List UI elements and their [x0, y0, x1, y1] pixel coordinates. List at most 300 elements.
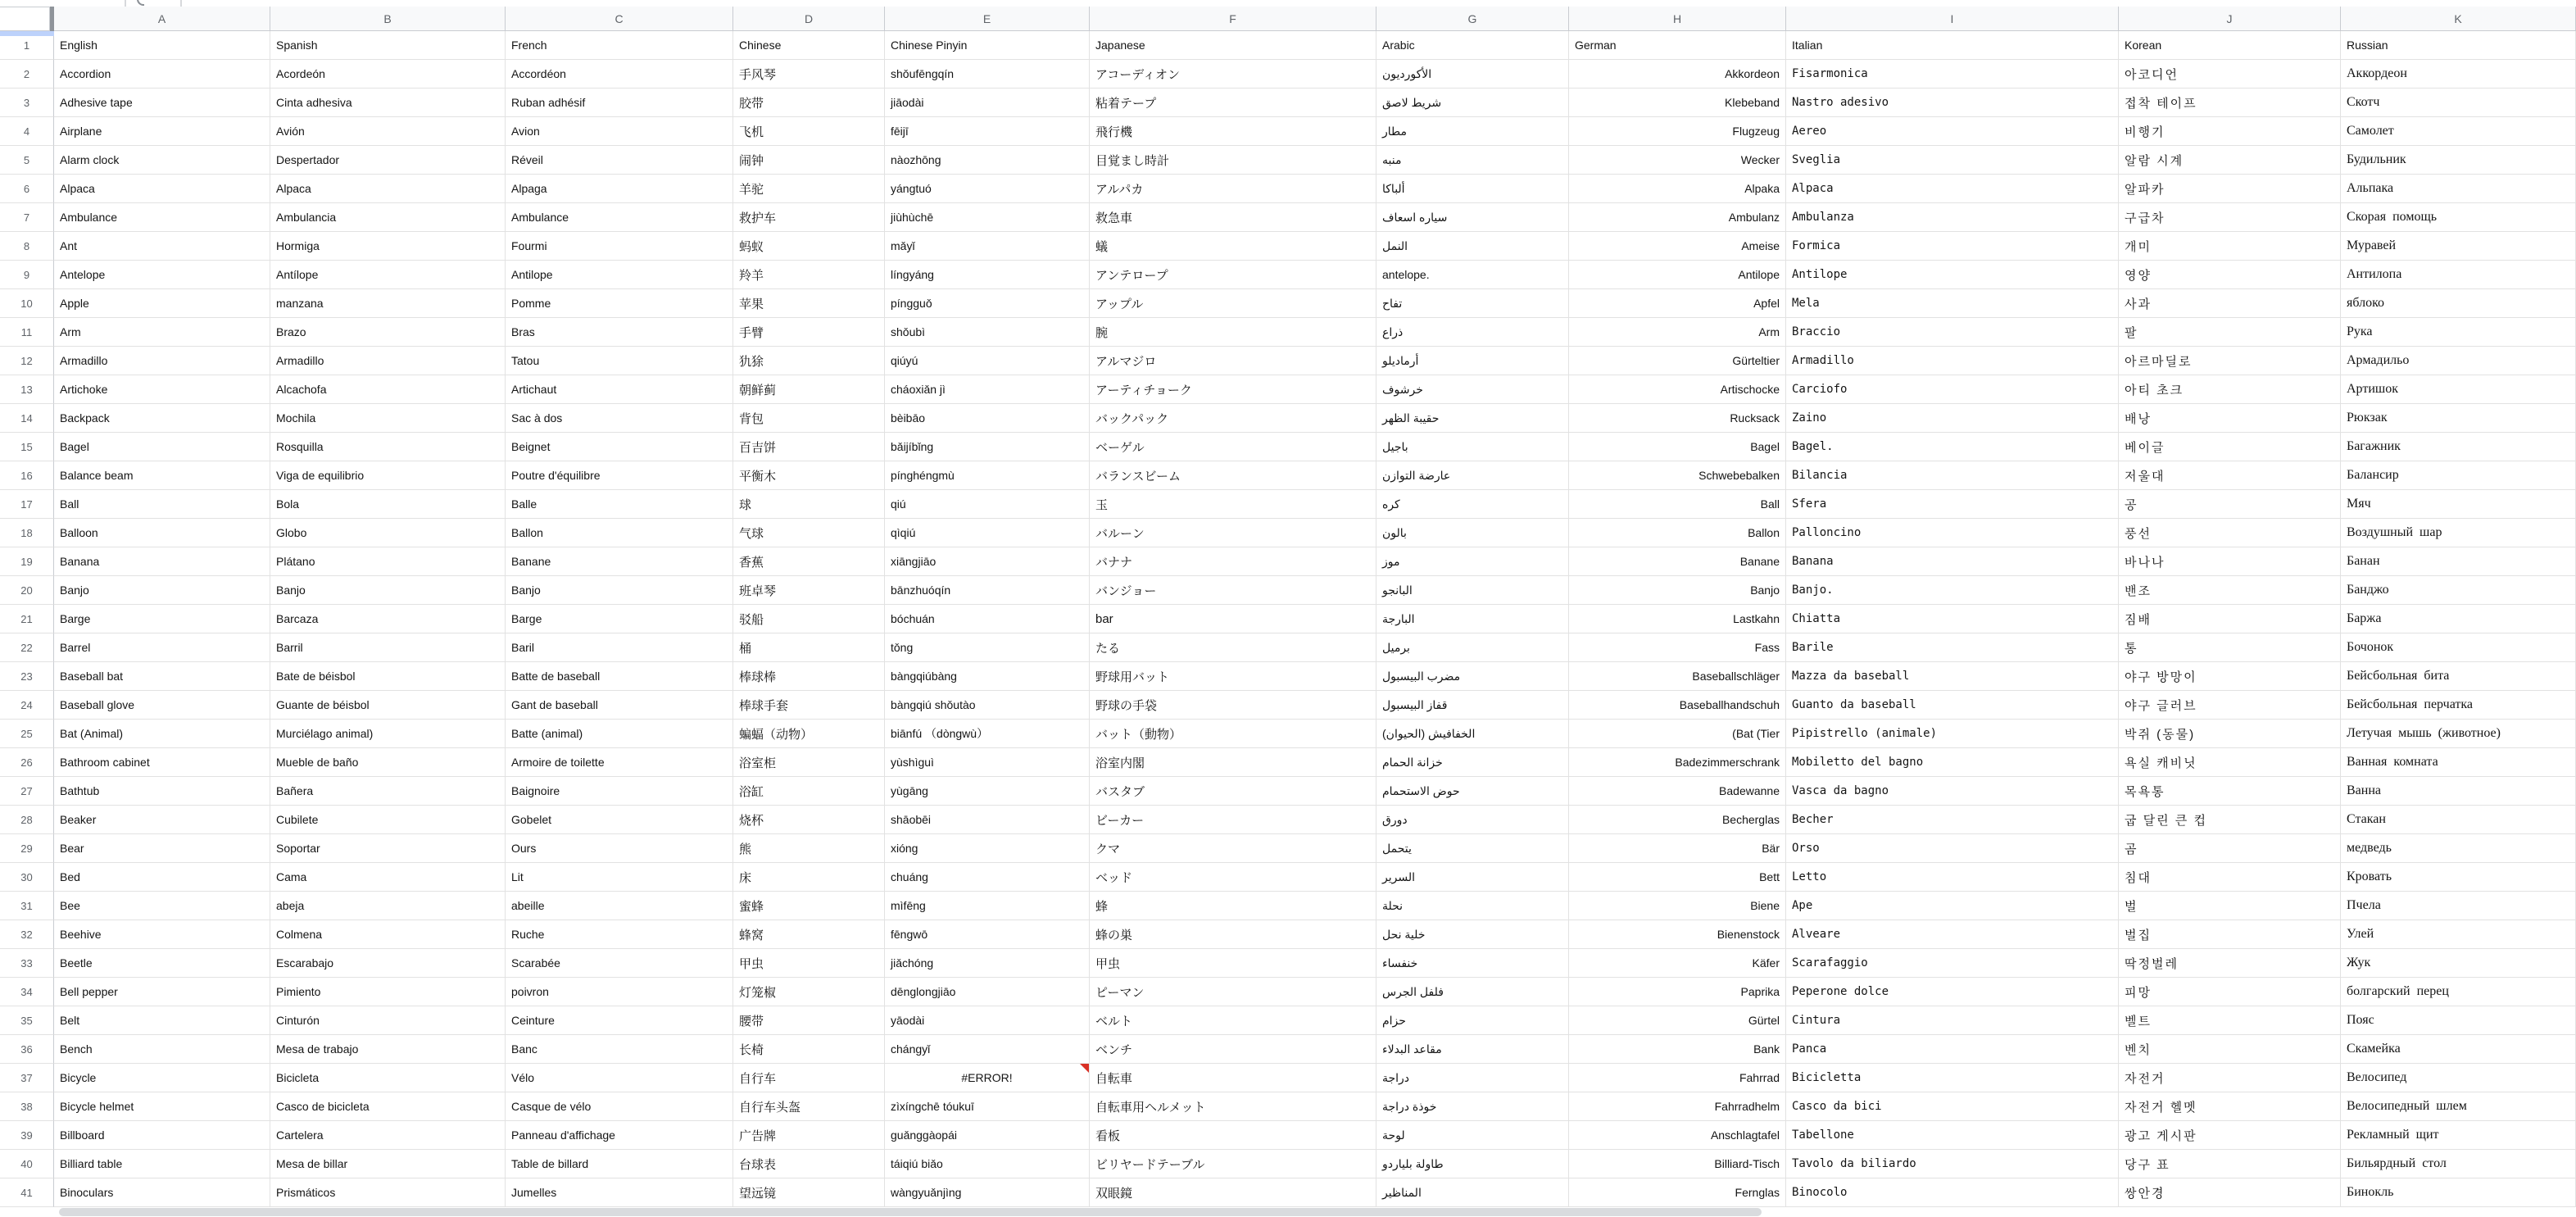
cell-A24[interactable]: [54, 691, 270, 720]
cell-J2[interactable]: [2119, 60, 2341, 89]
cell-E36[interactable]: [885, 1035, 1090, 1064]
column-header-H[interactable]: H: [1569, 7, 1786, 31]
cell-G32[interactable]: [1376, 920, 1569, 949]
row-number-7[interactable]: 7: [0, 203, 54, 232]
cell-J35[interactable]: [2119, 1006, 2341, 1035]
cell-F29[interactable]: [1090, 834, 1376, 863]
cell-K14[interactable]: [2341, 404, 2576, 433]
row-number-6[interactable]: 6: [0, 175, 54, 203]
cell-F7[interactable]: [1090, 203, 1376, 232]
cell-H23[interactable]: [1569, 662, 1786, 691]
cell-H27[interactable]: [1569, 777, 1786, 806]
cell-H17[interactable]: [1569, 490, 1786, 519]
column-header-I[interactable]: I: [1786, 7, 2119, 31]
cell-D35[interactable]: [733, 1006, 885, 1035]
cell-F24[interactable]: [1090, 691, 1376, 720]
cell-B41[interactable]: [270, 1178, 506, 1207]
cell-I28[interactable]: [1786, 806, 2119, 834]
cell-G27[interactable]: [1376, 777, 1569, 806]
cell-F22[interactable]: [1090, 633, 1376, 662]
cell-A4[interactable]: [54, 117, 270, 146]
cell-H18[interactable]: [1569, 519, 1786, 547]
cell-B5[interactable]: [270, 146, 506, 175]
cell-J16[interactable]: [2119, 461, 2341, 490]
cell-E41[interactable]: [885, 1178, 1090, 1207]
cell-J15[interactable]: [2119, 433, 2341, 461]
cell-I1[interactable]: [1786, 31, 2119, 60]
cell-C19[interactable]: [506, 547, 733, 576]
cell-F19[interactable]: [1090, 547, 1376, 576]
cell-A10[interactable]: [54, 289, 270, 318]
cell-C25[interactable]: [506, 720, 733, 748]
cell-C30[interactable]: [506, 863, 733, 892]
cell-B4[interactable]: [270, 117, 506, 146]
cell-K36[interactable]: [2341, 1035, 2576, 1064]
cell-H7[interactable]: [1569, 203, 1786, 232]
cell-C22[interactable]: [506, 633, 733, 662]
cell-F21[interactable]: [1090, 605, 1376, 633]
cell-A9[interactable]: [54, 261, 270, 289]
cell-H26[interactable]: [1569, 748, 1786, 777]
cell-A30[interactable]: [54, 863, 270, 892]
cell-A5[interactable]: [54, 146, 270, 175]
cell-K33[interactable]: [2341, 949, 2576, 978]
cell-J37[interactable]: [2119, 1064, 2341, 1092]
cell-C37[interactable]: [506, 1064, 733, 1092]
cell-G10[interactable]: [1376, 289, 1569, 318]
cell-K23[interactable]: [2341, 662, 2576, 691]
cell-F39[interactable]: [1090, 1121, 1376, 1150]
row-number-13[interactable]: 13: [0, 375, 54, 404]
cell-B40[interactable]: [270, 1150, 506, 1178]
cell-C20[interactable]: [506, 576, 733, 605]
cell-J9[interactable]: [2119, 261, 2341, 289]
cell-B11[interactable]: [270, 318, 506, 347]
cell-E12[interactable]: [885, 347, 1090, 375]
cell-K15[interactable]: [2341, 433, 2576, 461]
row-number-4[interactable]: 4: [0, 117, 54, 146]
cell-C41[interactable]: [506, 1178, 733, 1207]
cell-D30[interactable]: [733, 863, 885, 892]
cell-K11[interactable]: [2341, 318, 2576, 347]
cell-H30[interactable]: [1569, 863, 1786, 892]
cell-G17[interactable]: [1376, 490, 1569, 519]
cell-F11[interactable]: [1090, 318, 1376, 347]
cell-C33[interactable]: [506, 949, 733, 978]
cell-H6[interactable]: [1569, 175, 1786, 203]
cell-H14[interactable]: [1569, 404, 1786, 433]
cell-K17[interactable]: [2341, 490, 2576, 519]
cell-F41[interactable]: [1090, 1178, 1376, 1207]
cell-I3[interactable]: [1786, 89, 2119, 117]
cell-E10[interactable]: [885, 289, 1090, 318]
cell-K37[interactable]: [2341, 1064, 2576, 1092]
cell-J30[interactable]: [2119, 863, 2341, 892]
cell-A14[interactable]: [54, 404, 270, 433]
cell-K32[interactable]: [2341, 920, 2576, 949]
cell-D2[interactable]: [733, 60, 885, 89]
row-number-41[interactable]: 41: [0, 1178, 54, 1207]
cell-G41[interactable]: [1376, 1178, 1569, 1207]
cell-D17[interactable]: [733, 490, 885, 519]
cell-E31[interactable]: [885, 892, 1090, 920]
cell-E4[interactable]: [885, 117, 1090, 146]
cell-F35[interactable]: [1090, 1006, 1376, 1035]
cell-A22[interactable]: [54, 633, 270, 662]
cell-K29[interactable]: [2341, 834, 2576, 863]
cell-B38[interactable]: [270, 1092, 506, 1121]
cell-C36[interactable]: [506, 1035, 733, 1064]
cell-J1[interactable]: [2119, 31, 2341, 60]
cell-B34[interactable]: [270, 978, 506, 1006]
cell-E30[interactable]: [885, 863, 1090, 892]
cell-C34[interactable]: [506, 978, 733, 1006]
cell-H37[interactable]: [1569, 1064, 1786, 1092]
cell-C17[interactable]: [506, 490, 733, 519]
cell-A2[interactable]: [54, 60, 270, 89]
cell-D13[interactable]: [733, 375, 885, 404]
cell-J13[interactable]: [2119, 375, 2341, 404]
row-number-38[interactable]: 38: [0, 1092, 54, 1121]
cell-B25[interactable]: [270, 720, 506, 748]
cell-G38[interactable]: [1376, 1092, 1569, 1121]
row-number-19[interactable]: 19: [0, 547, 54, 576]
cell-A11[interactable]: [54, 318, 270, 347]
cell-J32[interactable]: [2119, 920, 2341, 949]
cell-I32[interactable]: [1786, 920, 2119, 949]
cell-H13[interactable]: [1569, 375, 1786, 404]
cell-B31[interactable]: [270, 892, 506, 920]
cell-F18[interactable]: [1090, 519, 1376, 547]
cell-J14[interactable]: [2119, 404, 2341, 433]
cell-H10[interactable]: [1569, 289, 1786, 318]
cell-A29[interactable]: [54, 834, 270, 863]
column-header-A[interactable]: A: [54, 7, 270, 31]
cell-J20[interactable]: [2119, 576, 2341, 605]
row-number-17[interactable]: 17: [0, 490, 54, 519]
row-number-1[interactable]: 1: [0, 31, 54, 60]
cell-C31[interactable]: [506, 892, 733, 920]
cell-K27[interactable]: [2341, 777, 2576, 806]
cell-C13[interactable]: [506, 375, 733, 404]
cell-E22[interactable]: [885, 633, 1090, 662]
cell-J24[interactable]: [2119, 691, 2341, 720]
cell-J19[interactable]: [2119, 547, 2341, 576]
cell-D28[interactable]: [733, 806, 885, 834]
cell-B19[interactable]: [270, 547, 506, 576]
cell-F23[interactable]: [1090, 662, 1376, 691]
cell-G36[interactable]: [1376, 1035, 1569, 1064]
cell-D15[interactable]: [733, 433, 885, 461]
cell-C5[interactable]: [506, 146, 733, 175]
cell-D16[interactable]: [733, 461, 885, 490]
cell-K5[interactable]: [2341, 146, 2576, 175]
cell-B16[interactable]: [270, 461, 506, 490]
cell-A3[interactable]: [54, 89, 270, 117]
cell-E37[interactable]: [885, 1064, 1090, 1092]
cell-E8[interactable]: [885, 232, 1090, 261]
cell-D33[interactable]: [733, 949, 885, 978]
cell-H1[interactable]: [1569, 31, 1786, 60]
row-number-24[interactable]: 24: [0, 691, 54, 720]
cell-I4[interactable]: [1786, 117, 2119, 146]
cell-J6[interactable]: [2119, 175, 2341, 203]
cell-B6[interactable]: [270, 175, 506, 203]
cell-D14[interactable]: [733, 404, 885, 433]
cell-J41[interactable]: [2119, 1178, 2341, 1207]
cell-I11[interactable]: [1786, 318, 2119, 347]
cell-G28[interactable]: [1376, 806, 1569, 834]
cell-K12[interactable]: [2341, 347, 2576, 375]
row-number-32[interactable]: 32: [0, 920, 54, 949]
cell-B1[interactable]: [270, 31, 506, 60]
cell-I6[interactable]: [1786, 175, 2119, 203]
cell-G39[interactable]: [1376, 1121, 1569, 1150]
cell-J11[interactable]: [2119, 318, 2341, 347]
cell-K38[interactable]: [2341, 1092, 2576, 1121]
cell-B36[interactable]: [270, 1035, 506, 1064]
cell-C23[interactable]: [506, 662, 733, 691]
cell-A18[interactable]: [54, 519, 270, 547]
cell-H8[interactable]: [1569, 232, 1786, 261]
cell-A13[interactable]: [54, 375, 270, 404]
cell-H4[interactable]: [1569, 117, 1786, 146]
cell-I35[interactable]: [1786, 1006, 2119, 1035]
cell-E6[interactable]: [885, 175, 1090, 203]
cell-B27[interactable]: [270, 777, 506, 806]
cell-C1[interactable]: [506, 31, 733, 60]
cell-C14[interactable]: [506, 404, 733, 433]
cell-J21[interactable]: [2119, 605, 2341, 633]
cell-G3[interactable]: [1376, 89, 1569, 117]
cell-J4[interactable]: [2119, 117, 2341, 146]
cell-F2[interactable]: [1090, 60, 1376, 89]
cell-D8[interactable]: [733, 232, 885, 261]
cell-B10[interactable]: [270, 289, 506, 318]
cell-J34[interactable]: [2119, 978, 2341, 1006]
cell-A25[interactable]: [54, 720, 270, 748]
horizontal-scrollbar[interactable]: [0, 1207, 2576, 1217]
cell-H33[interactable]: [1569, 949, 1786, 978]
cell-J39[interactable]: [2119, 1121, 2341, 1150]
row-number-37[interactable]: 37: [0, 1064, 54, 1092]
cell-D7[interactable]: [733, 203, 885, 232]
cell-E21[interactable]: [885, 605, 1090, 633]
cell-G2[interactable]: [1376, 60, 1569, 89]
cell-J10[interactable]: [2119, 289, 2341, 318]
cell-E5[interactable]: [885, 146, 1090, 175]
cell-J38[interactable]: [2119, 1092, 2341, 1121]
cell-G35[interactable]: [1376, 1006, 1569, 1035]
cell-I12[interactable]: [1786, 347, 2119, 375]
cell-D26[interactable]: [733, 748, 885, 777]
cell-K18[interactable]: [2341, 519, 2576, 547]
row-number-39[interactable]: 39: [0, 1121, 54, 1150]
cell-G15[interactable]: [1376, 433, 1569, 461]
cell-C7[interactable]: [506, 203, 733, 232]
cell-E15[interactable]: [885, 433, 1090, 461]
cell-H22[interactable]: [1569, 633, 1786, 662]
cell-H36[interactable]: [1569, 1035, 1786, 1064]
cell-B26[interactable]: [270, 748, 506, 777]
cell-E25[interactable]: [885, 720, 1090, 748]
cell-E1[interactable]: [885, 31, 1090, 60]
cell-I27[interactable]: [1786, 777, 2119, 806]
cell-J40[interactable]: [2119, 1150, 2341, 1178]
cell-I23[interactable]: [1786, 662, 2119, 691]
cell-J31[interactable]: [2119, 892, 2341, 920]
cell-E28[interactable]: [885, 806, 1090, 834]
cell-J28[interactable]: [2119, 806, 2341, 834]
cell-G37[interactable]: [1376, 1064, 1569, 1092]
row-number-10[interactable]: 10: [0, 289, 54, 318]
cell-C9[interactable]: [506, 261, 733, 289]
cell-H11[interactable]: [1569, 318, 1786, 347]
cell-A19[interactable]: [54, 547, 270, 576]
cell-I16[interactable]: [1786, 461, 2119, 490]
cell-F17[interactable]: [1090, 490, 1376, 519]
cell-I20[interactable]: [1786, 576, 2119, 605]
cell-D4[interactable]: [733, 117, 885, 146]
cell-I9[interactable]: [1786, 261, 2119, 289]
cell-A1[interactable]: [54, 31, 270, 60]
cell-C11[interactable]: [506, 318, 733, 347]
cell-E17[interactable]: [885, 490, 1090, 519]
cell-G40[interactable]: [1376, 1150, 1569, 1178]
cell-J33[interactable]: [2119, 949, 2341, 978]
cell-K19[interactable]: [2341, 547, 2576, 576]
cell-I5[interactable]: [1786, 146, 2119, 175]
cell-I13[interactable]: [1786, 375, 2119, 404]
cell-D19[interactable]: [733, 547, 885, 576]
cell-D39[interactable]: [733, 1121, 885, 1150]
cell-D9[interactable]: [733, 261, 885, 289]
cell-A26[interactable]: [54, 748, 270, 777]
cell-K10[interactable]: [2341, 289, 2576, 318]
cell-G33[interactable]: [1376, 949, 1569, 978]
cell-A33[interactable]: [54, 949, 270, 978]
cell-F26[interactable]: [1090, 748, 1376, 777]
cell-B37[interactable]: [270, 1064, 506, 1092]
cell-B22[interactable]: [270, 633, 506, 662]
cell-I40[interactable]: [1786, 1150, 2119, 1178]
cell-G34[interactable]: [1376, 978, 1569, 1006]
cell-K41[interactable]: [2341, 1178, 2576, 1207]
scrollbar-thumb[interactable]: [59, 1208, 1762, 1216]
cell-B32[interactable]: [270, 920, 506, 949]
cell-H40[interactable]: [1569, 1150, 1786, 1178]
cell-D41[interactable]: [733, 1178, 885, 1207]
column-header-E[interactable]: E: [885, 7, 1090, 31]
cell-F10[interactable]: [1090, 289, 1376, 318]
cell-H21[interactable]: [1569, 605, 1786, 633]
cell-B20[interactable]: [270, 576, 506, 605]
cell-E19[interactable]: [885, 547, 1090, 576]
cell-G19[interactable]: [1376, 547, 1569, 576]
cell-G24[interactable]: [1376, 691, 1569, 720]
row-number-2[interactable]: 2: [0, 60, 54, 89]
cell-C38[interactable]: [506, 1092, 733, 1121]
cell-F25[interactable]: [1090, 720, 1376, 748]
cell-A6[interactable]: [54, 175, 270, 203]
cell-G5[interactable]: [1376, 146, 1569, 175]
cell-I14[interactable]: [1786, 404, 2119, 433]
cell-J12[interactable]: [2119, 347, 2341, 375]
cell-I15[interactable]: [1786, 433, 2119, 461]
cell-E9[interactable]: [885, 261, 1090, 289]
cell-K8[interactable]: [2341, 232, 2576, 261]
cell-A37[interactable]: [54, 1064, 270, 1092]
cell-K7[interactable]: [2341, 203, 2576, 232]
row-number-36[interactable]: 36: [0, 1035, 54, 1064]
cell-A28[interactable]: [54, 806, 270, 834]
cell-J8[interactable]: [2119, 232, 2341, 261]
cell-F34[interactable]: [1090, 978, 1376, 1006]
cell-C39[interactable]: [506, 1121, 733, 1150]
cell-I39[interactable]: [1786, 1121, 2119, 1150]
cell-D11[interactable]: [733, 318, 885, 347]
cell-C21[interactable]: [506, 605, 733, 633]
cell-A7[interactable]: [54, 203, 270, 232]
cell-F37[interactable]: [1090, 1064, 1376, 1092]
row-number-25[interactable]: 25: [0, 720, 54, 748]
row-number-29[interactable]: 29: [0, 834, 54, 863]
row-number-20[interactable]: 20: [0, 576, 54, 605]
cell-B35[interactable]: [270, 1006, 506, 1035]
cell-H38[interactable]: [1569, 1092, 1786, 1121]
column-header-G[interactable]: G: [1376, 7, 1569, 31]
cell-E11[interactable]: [885, 318, 1090, 347]
cell-K28[interactable]: [2341, 806, 2576, 834]
cell-D37[interactable]: [733, 1064, 885, 1092]
cell-C40[interactable]: [506, 1150, 733, 1178]
cell-K4[interactable]: [2341, 117, 2576, 146]
cell-H19[interactable]: [1569, 547, 1786, 576]
cell-I30[interactable]: [1786, 863, 2119, 892]
row-number-40[interactable]: 40: [0, 1150, 54, 1178]
cell-I8[interactable]: [1786, 232, 2119, 261]
cell-E20[interactable]: [885, 576, 1090, 605]
cell-J25[interactable]: [2119, 720, 2341, 748]
cell-D29[interactable]: [733, 834, 885, 863]
cell-B13[interactable]: [270, 375, 506, 404]
cell-G23[interactable]: [1376, 662, 1569, 691]
row-number-22[interactable]: 22: [0, 633, 54, 662]
cell-D1[interactable]: [733, 31, 885, 60]
cell-F40[interactable]: [1090, 1150, 1376, 1178]
cell-G9[interactable]: [1376, 261, 1569, 289]
cell-H3[interactable]: [1569, 89, 1786, 117]
cell-H39[interactable]: [1569, 1121, 1786, 1150]
cell-B8[interactable]: [270, 232, 506, 261]
row-number-26[interactable]: 26: [0, 748, 54, 777]
cell-E2[interactable]: [885, 60, 1090, 89]
cell-K9[interactable]: [2341, 261, 2576, 289]
cell-B39[interactable]: [270, 1121, 506, 1150]
cell-E18[interactable]: [885, 519, 1090, 547]
cell-D22[interactable]: [733, 633, 885, 662]
column-header-J[interactable]: J: [2119, 7, 2341, 31]
cell-F9[interactable]: [1090, 261, 1376, 289]
cell-H12[interactable]: [1569, 347, 1786, 375]
cell-A27[interactable]: [54, 777, 270, 806]
cell-J26[interactable]: [2119, 748, 2341, 777]
cell-H34[interactable]: [1569, 978, 1786, 1006]
cell-F6[interactable]: [1090, 175, 1376, 203]
cell-D6[interactable]: [733, 175, 885, 203]
cell-H28[interactable]: [1569, 806, 1786, 834]
cell-F12[interactable]: [1090, 347, 1376, 375]
